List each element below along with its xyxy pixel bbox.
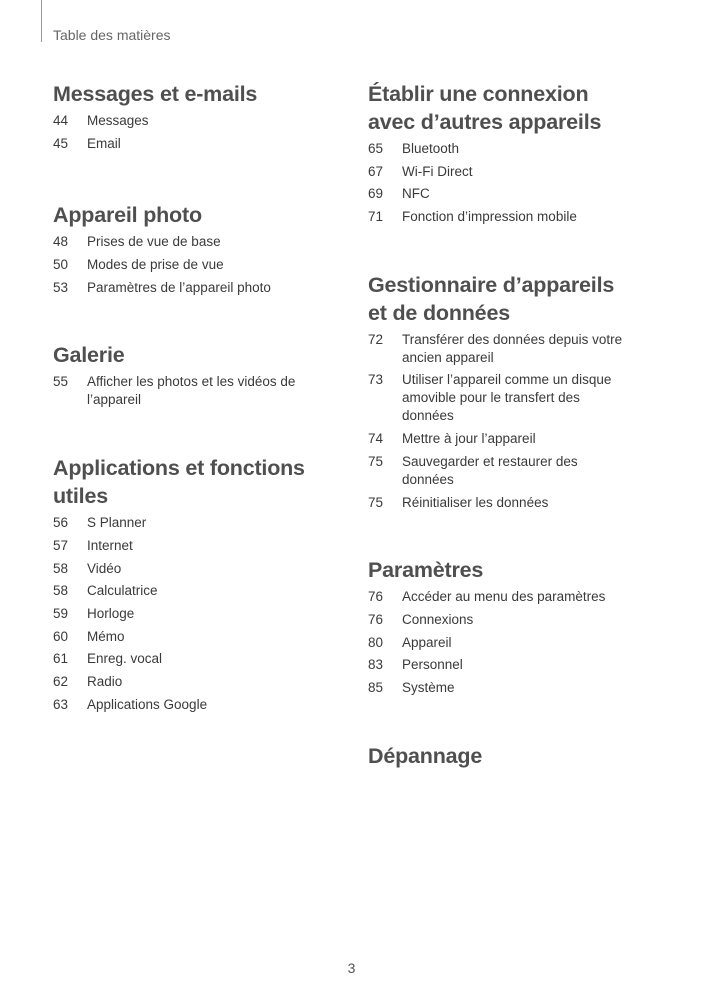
section-title[interactable]: Paramètres: [368, 558, 484, 583]
entry-page: 75: [368, 494, 384, 510]
entry-page: 62: [53, 673, 69, 689]
entry-label: Fonction d’impression mobile: [402, 209, 577, 225]
toc-entry[interactable]: [368, 679, 633, 697]
entry-page: 74: [368, 431, 384, 447]
toc-entry[interactable]: [53, 628, 318, 646]
entry-page: 72: [368, 331, 384, 347]
toc-entry[interactable]: [368, 588, 633, 606]
toc-entry[interactable]: [368, 208, 633, 226]
section-title[interactable]: Applications et fonctions utiles: [53, 456, 305, 509]
toc-entry[interactable]: [53, 696, 318, 714]
toc-entry[interactable]: [368, 453, 633, 489]
entry-label: Vidéo: [87, 560, 122, 576]
entry-page: 80: [368, 634, 384, 650]
toc-entry[interactable]: [368, 331, 633, 367]
section-title[interactable]: Galerie: [53, 343, 125, 368]
section-title[interactable]: Gestionnaire d’appareils et de données: [368, 272, 615, 325]
entry-label: Utiliser l’appareil comme un disque amovible pour le transfert des données: [402, 372, 612, 424]
entry-label: Calculatrice: [87, 583, 158, 599]
entry-label: Accéder au menu des paramètres: [402, 589, 606, 605]
entry-page: 85: [368, 679, 384, 695]
entry-page: 71: [368, 209, 384, 225]
toc-entry[interactable]: [53, 112, 318, 130]
entry-label: Radio: [87, 673, 123, 689]
toc-entry[interactable]: [53, 582, 318, 600]
entry-page: 67: [368, 163, 384, 179]
toc-entry[interactable]: [53, 605, 318, 623]
margin-rule: [41, 0, 42, 42]
toc-entry[interactable]: [53, 135, 318, 153]
entry-page: 56: [53, 515, 69, 531]
toc-entry[interactable]: [368, 656, 633, 674]
entry-page: 55: [53, 374, 69, 390]
running-head: Table des matières: [53, 27, 171, 43]
entry-page: 76: [368, 611, 384, 627]
entry-label: Connexions: [402, 611, 474, 627]
toc-entry[interactable]: [368, 163, 633, 181]
toc-section-connections: [368, 80, 633, 226]
entry-label: Système: [402, 679, 455, 695]
entry-label: Enreg. vocal: [87, 651, 163, 667]
toc-entry[interactable]: [53, 673, 318, 691]
entry-page: 50: [53, 257, 69, 273]
entry-label: Applications Google: [87, 696, 208, 712]
toc-right-column: [368, 80, 633, 774]
toc-section-apps: [53, 454, 318, 714]
entry-label: Réinitialiser les données: [402, 494, 549, 510]
entry-page: 76: [368, 589, 384, 605]
entry-page: 69: [368, 186, 384, 202]
toc-entry[interactable]: [368, 494, 633, 512]
toc-section-device-manager: [368, 271, 633, 512]
entry-label: NFC: [402, 186, 430, 202]
entry-label: Transférer des données depuis votre ancien appareil: [402, 331, 623, 365]
toc-entry[interactable]: [368, 185, 633, 203]
entry-label: Sauvegarder et restaurer des données: [402, 453, 578, 487]
entry-page: 73: [368, 372, 384, 388]
section-title[interactable]: Établir une connexion avec d’autres appareils: [368, 82, 602, 134]
section-title[interactable]: Appareil photo: [53, 203, 202, 228]
page-number: 3: [347, 960, 356, 976]
toc-entry[interactable]: [53, 537, 318, 555]
entry-label: Modes de prise de vue: [87, 257, 224, 273]
entry-label: Internet: [87, 537, 133, 553]
entry-label: Paramètres de l’appareil photo: [87, 279, 271, 295]
section-title[interactable]: Messages et e-mails: [53, 82, 258, 106]
toc-entry[interactable]: [368, 371, 633, 425]
toc-entry[interactable]: [53, 256, 318, 274]
toc-section-gallery: [53, 341, 318, 409]
entry-label: Email: [87, 135, 121, 151]
toc-entry[interactable]: [53, 514, 318, 532]
entry-page: 58: [53, 583, 69, 599]
entry-label: Mémo: [87, 628, 125, 644]
entry-page: 57: [53, 537, 69, 553]
entry-label: Messages: [87, 113, 149, 128]
entry-page: 65: [368, 141, 384, 156]
entry-page: 58: [53, 560, 69, 576]
entry-label: Mettre à jour l’appareil: [402, 431, 536, 447]
entry-page: 44: [53, 113, 69, 128]
entry-label: S Planner: [87, 515, 147, 531]
entry-label: Afficher les photos et les vidéos de l’appareil: [87, 374, 296, 408]
toc-entry[interactable]: [53, 650, 318, 668]
entry-label: Bluetooth: [402, 141, 460, 156]
entry-page: 53: [53, 279, 69, 295]
section-title[interactable]: Dépannage: [368, 743, 483, 768]
toc-entry[interactable]: [53, 560, 318, 578]
entry-label: Horloge: [87, 605, 135, 621]
entry-label: Prises de vue de base: [87, 234, 221, 250]
toc-entry[interactable]: [53, 279, 318, 297]
entry-page: 83: [368, 657, 384, 673]
toc-left-column: [53, 80, 318, 718]
entry-page: 45: [53, 135, 69, 151]
toc-section-settings: [368, 556, 633, 697]
entry-page: 63: [53, 696, 69, 712]
entry-page: 75: [368, 453, 384, 469]
toc-entry[interactable]: [53, 373, 318, 409]
toc-entry[interactable]: [368, 430, 633, 448]
entry-page: 61: [53, 651, 69, 667]
entry-label: Appareil: [402, 634, 452, 650]
toc-section-camera: [53, 201, 318, 296]
toc-entry[interactable]: [53, 233, 318, 251]
toc-section-troubleshooting: [368, 742, 633, 770]
entry-page: 59: [53, 605, 69, 621]
entry-page: 48: [53, 234, 69, 250]
entry-label: Wi-Fi Direct: [402, 163, 473, 179]
toc-entry[interactable]: [368, 140, 633, 158]
toc-entry[interactable]: [368, 634, 633, 652]
toc-section-messages: [53, 80, 318, 153]
entry-page: 60: [53, 628, 69, 644]
entry-label: Personnel: [402, 657, 463, 673]
toc-entry[interactable]: [368, 611, 633, 629]
